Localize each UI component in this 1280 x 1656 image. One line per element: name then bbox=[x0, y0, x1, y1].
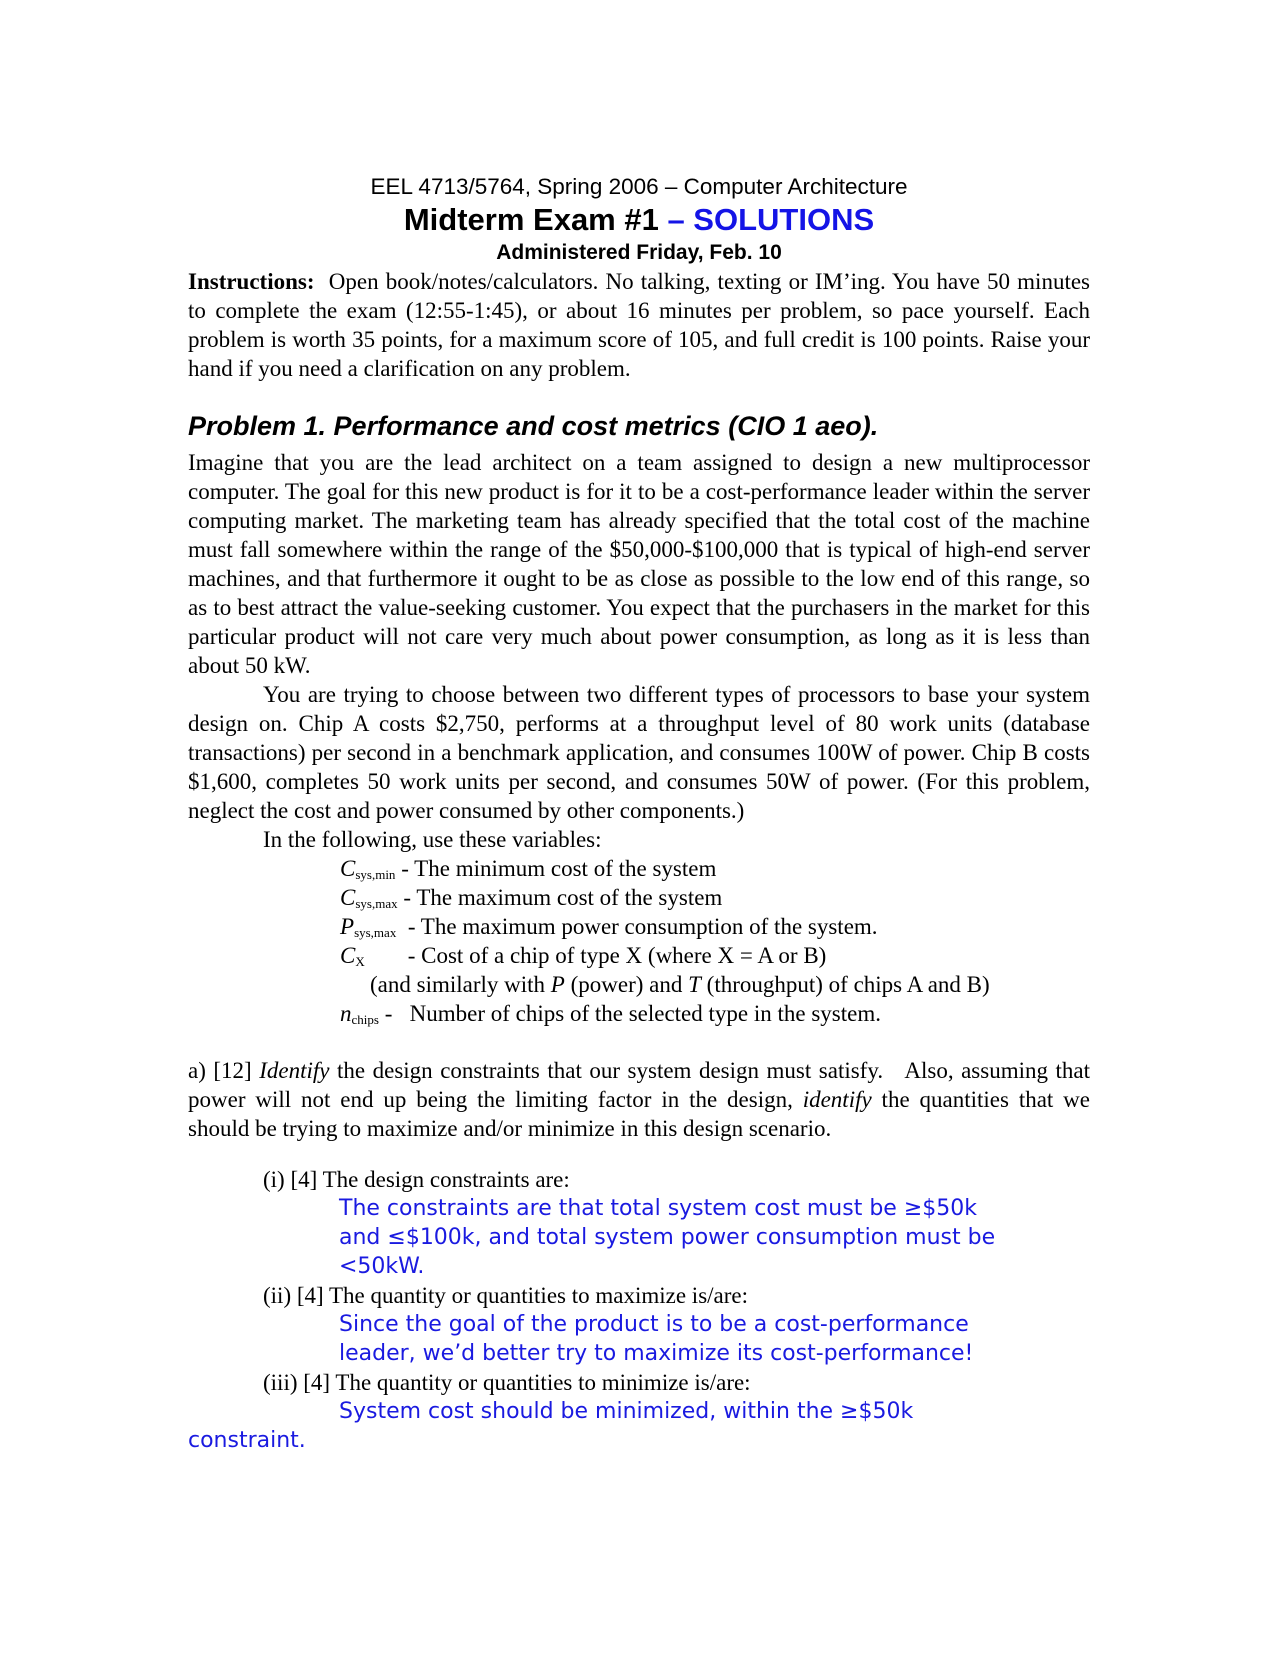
title-solutions: – SOLUTIONS bbox=[667, 202, 875, 237]
answer-ii bbox=[339, 1310, 1090, 1368]
variable-item bbox=[340, 912, 1090, 941]
part-a-text: the quantities that we should be trying to maximize and/or minimize in this design scenario. bbox=[188, 1087, 1090, 1141]
course-line: EEL 4713/5764, Spring 2006 – Computer Architecture bbox=[370, 174, 908, 199]
variable-symbol: C bbox=[340, 885, 356, 910]
variable-subscript: sys,max bbox=[354, 925, 397, 940]
similarly-text: (power) and bbox=[564, 972, 689, 997]
variable-subscript: sys,max bbox=[355, 896, 398, 911]
answer-line: Since the goal of the product is to be a cost-performance bbox=[339, 1312, 969, 1337]
problem-1-paragraph-2: You are trying to choose between two different types of processors to base your system design on. Chip A costs $2,750, performs at a throughput level of 80 work units (database transactions) per second in a benchmark application, and consumes 100W of power. Chip B costs $1,600, completes 50 work units per second, and consumes 50W of power. (For this problem, neglect the cost and power consumed by other components.) bbox=[188, 682, 1090, 823]
variable-symbol: n bbox=[340, 1001, 352, 1026]
answer-line: The constraints are that total system cost must be ≥$50k bbox=[339, 1196, 977, 1221]
page-title bbox=[188, 202, 1090, 238]
throughput-symbol: T bbox=[688, 972, 701, 997]
instructions-paragraph bbox=[188, 267, 1090, 383]
item-i-label: (i) [4] The design constraints are: bbox=[263, 1167, 570, 1192]
answer-line: and ≤$100k, and total system power consumption must be bbox=[339, 1225, 996, 1250]
item-iii-label: (iii) [4] The quantity or quantities to minimize is/are: bbox=[263, 1370, 751, 1395]
identify-emphasis: identify bbox=[802, 1087, 872, 1112]
variable-description: - The maximum cost of the system bbox=[397, 885, 723, 910]
part-a-question bbox=[188, 1056, 1096, 1143]
identify-emphasis: Identify bbox=[259, 1058, 330, 1083]
similarly-text: (and similarly with bbox=[370, 972, 551, 997]
administered-date: Administered Friday, Feb. 10 bbox=[496, 241, 782, 264]
answer-line: constraint. bbox=[188, 1428, 306, 1453]
instructions-text: Open book/notes/calculators. No talking, texting or IM’ing. You have 50 minutes to complete the exam (12:55-1:45), or about 16 minutes per problem, so pace yourself. Each problem is worth 35 points, for a maximum score of 105, and full credit is 100 points. Raise your hand if you need a clarification on any problem. bbox=[188, 269, 1090, 381]
variable-subscript: chips bbox=[351, 1012, 379, 1027]
answer-line bbox=[188, 1397, 1090, 1426]
problem-1-heading: Problem 1. Performance and cost metrics (CIO 1 aeo). bbox=[188, 411, 879, 441]
problem-1-paragraph-3: In the following, use these variables: bbox=[263, 827, 602, 852]
variable-subscript: sys,min bbox=[355, 867, 396, 882]
item-ii-label: (ii) [4] The quantity or quantities to maximize is/are: bbox=[263, 1283, 748, 1308]
variable-symbol: C bbox=[340, 943, 356, 968]
variable-item bbox=[340, 854, 1090, 883]
variable-list bbox=[340, 854, 1090, 1028]
variable-description: - Cost of a chip of type X (where X = A or B) bbox=[407, 943, 827, 968]
similarly-text: (throughput) of chips A and B) bbox=[700, 972, 990, 997]
power-symbol: P bbox=[550, 972, 565, 997]
variable-symbol: P bbox=[340, 914, 355, 939]
instructions-label: Instructions: bbox=[188, 269, 315, 294]
answer-iii bbox=[188, 1397, 1090, 1455]
part-a-text: the design constraints that our system design must satisfy. Also, assuming that power will not end up being the limiting factor in the design, bbox=[188, 1058, 1096, 1112]
answer-line: leader, we’d better try to maximize its cost-performance! bbox=[339, 1341, 974, 1366]
similarly-line bbox=[340, 970, 1090, 999]
variable-item bbox=[340, 999, 1090, 1028]
variable-item bbox=[340, 883, 1090, 912]
problem-1-paragraph-1: Imagine that you are the lead architect on a team assigned to design a new multiprocessor computer. The goal for this new product is for it to be a cost-performance leader within the server computing market. The marketing team has already specified that the total cost of the machine must fall somewhere within the range of the $50,000-$100,000 that is typical of high-end server machines, and that furthermore it ought to be as close as possible to the low end of this range, so as to best attract the value-seeking customer. You expect that the purchasers in the market for this particular product will not care very much about power consumption, as long as it is less than about 50 kW. bbox=[188, 450, 1090, 678]
answer-line: <50kW. bbox=[339, 1254, 425, 1279]
variable-description: - Number of chips of the selected type in the system. bbox=[378, 1001, 881, 1026]
part-a-label: a) [12] bbox=[188, 1058, 260, 1083]
variable-description: - The maximum power consumption of the system. bbox=[396, 914, 878, 939]
variable-subscript: X bbox=[355, 954, 365, 969]
document-body bbox=[188, 172, 1096, 1455]
variable-description: - The minimum cost of the system bbox=[395, 856, 717, 881]
title-main: Midterm Exam #1 bbox=[403, 202, 668, 237]
variable-symbol: C bbox=[340, 856, 356, 881]
answer-text: System cost should be minimized, within the ≥$50k bbox=[339, 1399, 914, 1424]
answer-i bbox=[339, 1194, 1090, 1281]
variable-item bbox=[340, 941, 1090, 970]
